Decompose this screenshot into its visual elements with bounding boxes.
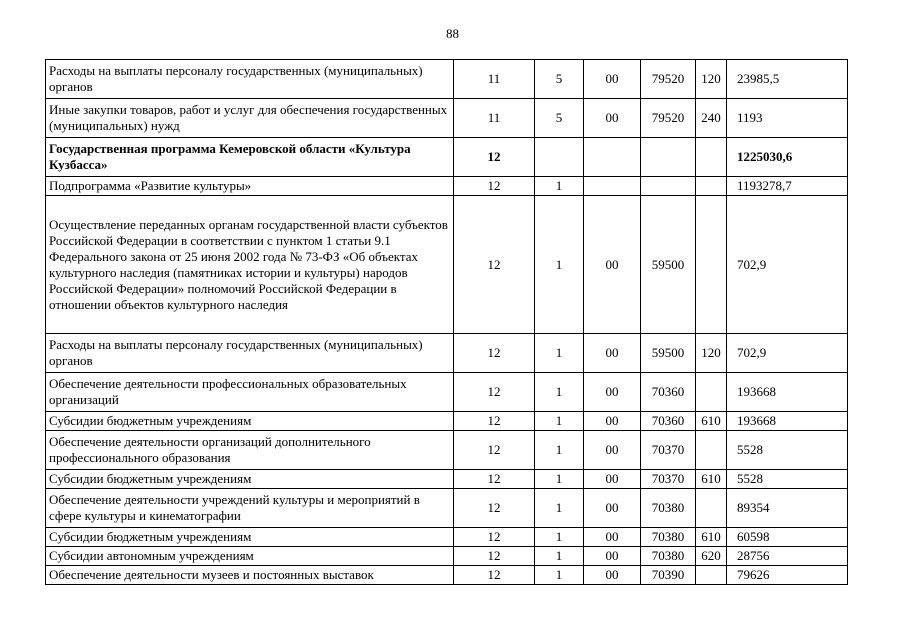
section-cell: 12 [454, 373, 535, 412]
sum-cell: 1193278,7 [727, 177, 848, 196]
table-row [46, 177, 848, 196]
direction-code-cell: 70380 [641, 528, 696, 547]
sum-cell: 702,9 [727, 334, 848, 373]
row-name-cell: Субсидии бюджетным учреждениям [46, 412, 454, 431]
row-name-cell: Обеспечение деятельности профессиональных образовательных организаций [46, 373, 454, 412]
expense-type-cell [696, 431, 727, 470]
program-code-cell: 00 [584, 196, 641, 334]
expense-type-cell [696, 196, 727, 334]
sum-cell: 60598 [727, 528, 848, 547]
page-number: 88 [446, 26, 459, 41]
table-row [46, 489, 848, 528]
section-cell: 12 [454, 412, 535, 431]
subsection-cell: 1 [535, 528, 584, 547]
table-row [46, 547, 848, 566]
subsection-cell: 1 [535, 334, 584, 373]
program-code-cell: 00 [584, 489, 641, 528]
expense-type-cell: 240 [696, 99, 727, 138]
section-cell: 11 [454, 60, 535, 99]
section-cell: 12 [454, 470, 535, 489]
section-cell: 12 [454, 334, 535, 373]
program-code-cell: 00 [584, 528, 641, 547]
program-code-cell: 00 [584, 99, 641, 138]
expense-type-cell [696, 138, 727, 177]
program-code-cell: 00 [584, 431, 641, 470]
subsection-cell: 5 [535, 60, 584, 99]
section-cell: 12 [454, 177, 535, 196]
sum-cell: 5528 [727, 431, 848, 470]
subsection-cell: 1 [535, 489, 584, 528]
sum-cell: 89354 [727, 489, 848, 528]
direction-code-cell [641, 177, 696, 196]
direction-code-cell: 79520 [641, 60, 696, 99]
subsection-cell: 5 [535, 99, 584, 138]
expense-type-cell: 610 [696, 470, 727, 489]
row-name-cell: Осуществление переданных органам государственной власти субъектов Российской Федерации в соответствии с пунктом 1 статьи 9.1 Федерального закона от 25 июня 2002 года № 73-ФЗ «Об объектах культурного наследия (памятниках истории и культуры) народов Российской Федерации» полномочий Российской Федерации в отношении объектов культурного наследия [46, 196, 454, 334]
expense-type-cell [696, 566, 727, 585]
direction-code-cell [641, 138, 696, 177]
section-cell: 12 [454, 547, 535, 566]
direction-code-cell: 70380 [641, 547, 696, 566]
table-row [46, 60, 848, 99]
section-cell: 12 [454, 431, 535, 470]
section-cell: 12 [454, 566, 535, 585]
direction-code-cell: 70360 [641, 373, 696, 412]
expense-type-cell: 610 [696, 412, 727, 431]
program-code-cell [584, 177, 641, 196]
sum-cell: 1225030,6 [727, 138, 848, 177]
row-name-cell: Субсидии бюджетным учреждениям [46, 470, 454, 489]
row-name-cell: Расходы на выплаты персоналу государственных (муниципальных) органов [46, 60, 454, 99]
direction-code-cell: 70370 [641, 431, 696, 470]
direction-code-cell: 79520 [641, 99, 696, 138]
subsection-cell: 1 [535, 196, 584, 334]
sum-cell: 5528 [727, 470, 848, 489]
expense-type-cell [696, 177, 727, 196]
table-row [46, 470, 848, 489]
subsection-cell: 1 [535, 547, 584, 566]
direction-code-cell: 70380 [641, 489, 696, 528]
subsection-cell: 1 [535, 412, 584, 431]
sum-cell: 28756 [727, 547, 848, 566]
row-name-cell: Обеспечение деятельности организаций дополнительного профессионального образования [46, 431, 454, 470]
subsection-cell [535, 138, 584, 177]
table-row [46, 528, 848, 547]
sum-cell: 23985,5 [727, 60, 848, 99]
row-name-cell: Обеспечение деятельности учреждений культуры и мероприятий в сфере культуры и кинематографии [46, 489, 454, 528]
program-code-cell [584, 138, 641, 177]
table-row [46, 373, 848, 412]
expense-type-cell: 120 [696, 334, 727, 373]
expense-type-cell: 610 [696, 528, 727, 547]
subsection-cell: 1 [535, 177, 584, 196]
program-code-cell: 00 [584, 470, 641, 489]
row-name-cell: Обеспечение деятельности музеев и постоянных выставок [46, 566, 454, 585]
section-cell: 11 [454, 99, 535, 138]
table-row [46, 412, 848, 431]
table-row [46, 196, 848, 334]
table-row [46, 566, 848, 585]
expense-type-cell: 120 [696, 60, 727, 99]
direction-code-cell: 70390 [641, 566, 696, 585]
sum-cell: 79626 [727, 566, 848, 585]
row-name-cell: Субсидии автономным учреждениям [46, 547, 454, 566]
sum-cell: 702,9 [727, 196, 848, 334]
budget-table [45, 59, 848, 585]
table-row [46, 334, 848, 373]
row-name-cell: Государственная программа Кемеровской области «Культура Кузбасса» [46, 138, 454, 177]
section-cell: 12 [454, 528, 535, 547]
subsection-cell: 1 [535, 470, 584, 489]
sum-cell: 193668 [727, 373, 848, 412]
expense-type-cell [696, 373, 727, 412]
section-cell: 12 [454, 489, 535, 528]
section-cell: 12 [454, 138, 535, 177]
row-name-cell: Расходы на выплаты персоналу государственных (муниципальных) органов [46, 334, 454, 373]
expense-type-cell: 620 [696, 547, 727, 566]
sum-cell: 193668 [727, 412, 848, 431]
direction-code-cell: 59500 [641, 334, 696, 373]
program-code-cell: 00 [584, 412, 641, 431]
row-name-cell: Подпрограмма «Развитие культуры» [46, 177, 454, 196]
direction-code-cell: 70370 [641, 470, 696, 489]
sum-cell: 1193 [727, 99, 848, 138]
program-code-cell: 00 [584, 373, 641, 412]
section-cell: 12 [454, 196, 535, 334]
direction-code-cell: 70360 [641, 412, 696, 431]
row-name-cell: Иные закупки товаров, работ и услуг для обеспечения государственных (муниципальных) нужд [46, 99, 454, 138]
table-row-program [46, 138, 848, 177]
program-code-cell: 00 [584, 334, 641, 373]
program-code-cell: 00 [584, 547, 641, 566]
direction-code-cell: 59500 [641, 196, 696, 334]
subsection-cell: 1 [535, 566, 584, 585]
program-code-cell: 00 [584, 60, 641, 99]
subsection-cell: 1 [535, 431, 584, 470]
table-row [46, 99, 848, 138]
program-code-cell: 00 [584, 566, 641, 585]
subsection-cell: 1 [535, 373, 584, 412]
row-name-cell: Субсидии бюджетным учреждениям [46, 528, 454, 547]
expense-type-cell [696, 489, 727, 528]
table-row [46, 431, 848, 470]
